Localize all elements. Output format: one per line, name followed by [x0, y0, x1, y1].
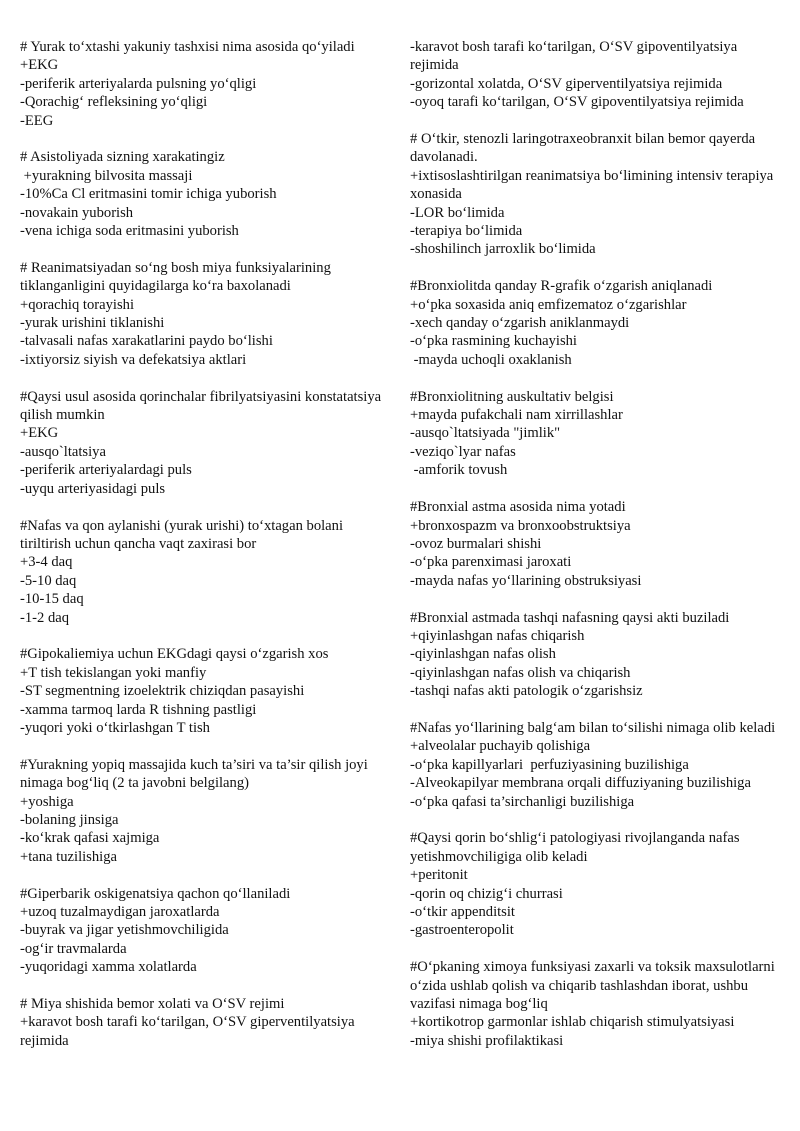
question-text: # Yurak to‘xtashi yakuniy tashxisi nima asosida qo‘yiladi	[20, 39, 355, 55]
question-block	[20, 517, 388, 627]
answer-option: -novakain yuborish	[20, 204, 134, 221]
question-block	[410, 38, 782, 112]
answer-option: -uyqu arteriyasidagi puls	[20, 480, 166, 497]
answer-option: -mayda uchoqli oxaklanish	[410, 351, 572, 368]
correct-answer-option: +EKG	[20, 425, 59, 442]
question-block	[20, 756, 388, 866]
question-text: #Qaysi usul asosida qorinchalar fibrilyatsiyasini konstatatsiya qilish mumkin	[20, 388, 382, 424]
correct-answer-option: +EKG	[20, 57, 59, 74]
answer-option: -talvasali nafas xarakatlarini paydo bo‘lishi	[20, 333, 273, 350]
question-text: #Bronxial astmada tashqi nafasning qaysi akti buziladi	[410, 609, 730, 626]
answer-option: -10-15 daq	[20, 591, 84, 608]
question-text: #Yurakning yopiq massajida kuch ta’siri va ta’sir qilish joyi nimaga bog‘liq (2 ta javobni belgilang)	[20, 756, 368, 792]
question-text: #Gipokaliemiya uchun EKGdagi qaysi o‘zgarish xos	[20, 646, 329, 663]
question-text: #Bronxiolitning auskultativ belgisi	[410, 388, 614, 405]
correct-answer-option: +tana tuzilishiga	[20, 848, 117, 865]
answer-option: -periferik arteriyalarda pulsning yo‘qligi	[20, 75, 257, 92]
question-text: #Nafas va qon aylanishi (yurak urishi) to‘xtagan bolani tiriltirish uchun qancha vaqt zaxirasi bor	[20, 517, 344, 552]
answer-option: -periferik arteriyalardagi puls	[20, 462, 192, 479]
answer-option: -shoshilinch jarroxlik bo‘limida	[410, 241, 596, 258]
answer-option: -qiyinlashgan nafas olish	[410, 646, 556, 663]
answer-option: -ST segmentning izoelektrik chiziqdan pasayishi	[20, 683, 305, 700]
answer-option: -mayda nafas yo‘llarining obstruksiyasi	[410, 572, 642, 589]
answer-option: -Alveokapilyar membrana orqali diffuziyaning buzilishiga	[410, 775, 751, 792]
correct-answer-option: +alveolalar puchayib qolishiga	[410, 738, 591, 755]
answer-option: -gorizontal xolatda, O‘SV giperventilyatsiya rejimida	[410, 75, 723, 92]
answer-option: -xamma tarmoq larda R tishning pastligi	[20, 701, 257, 718]
question-block	[20, 388, 388, 498]
answer-option: -veziqo`lyar nafas	[410, 443, 516, 460]
question-text: # O‘tkir, stenozli laringotraxeobranxit bilan bemor qayerda davolanadi.	[410, 131, 756, 166]
answer-option: -ixtiyorsiz siyish va defekatsiya aktlari	[20, 351, 247, 368]
answer-option: -ausqo`ltatsiya	[20, 443, 106, 460]
correct-answer-option: +bronxospazm va bronxoobstruktsiya	[410, 517, 631, 534]
answer-option: -yurak urishini tiklanishi	[20, 315, 165, 332]
correct-answer-option: +karavot bosh tarafi ko‘tarilgan, O‘SV giperventilyatsiya rejimida	[20, 1014, 359, 1049]
left-column	[20, 38, 388, 1069]
correct-answer-option: +3-4 daq	[20, 554, 73, 571]
answer-option: -ovoz burmalari shishi	[410, 535, 542, 552]
answer-option: -Qorachig‘ refleksining yo‘qligi	[20, 94, 208, 111]
correct-answer-option: +qorachiq torayishi	[20, 296, 135, 313]
question-block	[20, 645, 388, 737]
correct-answer-option: +yurakning bilvosita massaji	[20, 167, 193, 184]
question-text: # Miya shishida bemor xolati va O‘SV rejimi	[20, 996, 285, 1012]
answer-option: -qorin oq chizig‘i churrasi	[410, 885, 563, 902]
answer-option: -ausqo`ltatsiyada "jimlik"	[410, 425, 561, 442]
answer-option: -gastroenteropolit	[410, 922, 514, 939]
answer-option: -xech qanday o‘zgarish aniklanmaydi	[410, 315, 630, 332]
question-text: #Qaysi qorin bo‘shlig‘i patologiyasi rivojlanganda nafas yetishmovchiligiga olib keladi	[410, 830, 740, 865]
correct-answer-option: +peritonit	[410, 867, 468, 884]
answer-option: -vena ichiga soda eritmasini yuborish	[20, 223, 239, 240]
question-text: #Bronxiolitda qanday R-grafik o‘zgarish aniqlanadi	[410, 278, 713, 295]
question-text: #Giperbarik oskigenatsiya qachon qo‘llaniladi	[20, 885, 291, 902]
answer-option: -yuqori yoki o‘tkirlashgan T tish	[20, 719, 210, 736]
correct-answer-option: +kortikotrop garmonlar ishlab chiqarish stimulyatsiyasi	[410, 1014, 735, 1031]
question-text: # Asistoliyada sizning xarakatingiz	[20, 149, 225, 166]
question-block	[20, 259, 388, 369]
answer-option: -terapiya bo‘limida	[410, 223, 523, 240]
answer-option: -o‘pka kapillyarlari perfuziyasining buzilishiga	[410, 756, 689, 773]
answer-option: -o‘pka parenximasi jaroxati	[410, 554, 572, 571]
answer-option: -yuqoridagi xamma xolatlarda	[20, 959, 197, 976]
answer-option: -ko‘krak qafasi xajmiga	[20, 830, 160, 847]
answer-option: -oyoq tarafi ko‘tarilgan, O‘SV gipoventilyatsiya rejimida	[410, 94, 744, 111]
answer-option: -10%Ca Cl eritmasini tomir ichiga yuborish	[20, 186, 277, 203]
right-column	[410, 38, 782, 1069]
question-block	[20, 148, 388, 240]
question-block	[20, 38, 388, 130]
answer-option: -amforik tovush	[410, 462, 508, 479]
question-block	[410, 498, 782, 590]
answer-option: -1-2 daq	[20, 609, 70, 626]
answer-option: -LOR bo‘limida	[410, 204, 505, 221]
question-text: #Bronxial astma asosida nima yotadi	[410, 499, 626, 516]
correct-answer-option: +uzoq tuzalmaydigan jaroxatlarda	[20, 903, 220, 920]
correct-answer-option: +yoshiga	[20, 793, 74, 810]
question-block	[410, 958, 782, 1050]
question-block	[410, 609, 782, 701]
answer-option: -og‘ir travmalarda	[20, 940, 127, 957]
answer-option: -o‘pka qafasi ta’sirchanligi buzilishiga	[410, 793, 635, 810]
question-block	[410, 829, 782, 939]
answer-option: -bolaning jinsiga	[20, 811, 119, 828]
answer-option: -karavot bosh tarafi ko‘tarilgan, O‘SV gipoventilyatsiya rejimida	[410, 39, 741, 74]
correct-answer-option: +ixtisoslashtirilgan reanimatsiya bo‘limining intensiv terapiya xonasida	[410, 167, 777, 203]
question-text: #Nafas yo‘llarining balg‘am bilan to‘silishi nimaga olib keladi	[410, 719, 776, 736]
answer-option: -buyrak va jigar yetishmovchiligida	[20, 922, 229, 939]
correct-answer-option: +o‘pka soxasida aniq emfizematoz o‘zgarishlar	[410, 296, 687, 313]
answer-option: -tashqi nafas akti patologik o‘zgarishsiz	[410, 683, 643, 700]
answer-option: -qiyinlashgan nafas olish va chiqarish	[410, 664, 631, 681]
answer-option: -o‘pka rasmining kuchayishi	[410, 333, 577, 350]
answer-option: -miya shishi profilaktikasi	[410, 1032, 564, 1049]
question-block	[410, 130, 782, 259]
question-block	[410, 388, 782, 480]
question-block	[20, 885, 388, 977]
question-block	[410, 719, 782, 811]
question-block	[20, 995, 388, 1050]
question-block	[410, 277, 782, 369]
answer-option: -EEG	[20, 112, 54, 129]
correct-answer-option: +T tish tekislangan yoki manfiy	[20, 664, 207, 681]
correct-answer-option: +mayda pufakchali nam xirrillashlar	[410, 407, 623, 424]
question-text: # Reanimatsiyadan so‘ng bosh miya funksiyalarining tiklanganligini quyidagilarga ko‘ra baxolanadi	[20, 259, 331, 295]
answer-option: -5-10 daq	[20, 572, 77, 589]
question-text: #O‘pkaning ximoya funksiyasi zaxarli va toksik maxsulotlarni o‘zida ushlab qolish va chiqarib tashlashdan iborat, ushbu vazifasi nimaga bog‘liq	[410, 959, 775, 1012]
correct-answer-option: +qiyinlashgan nafas chiqarish	[410, 627, 585, 644]
answer-option: -o‘tkir appenditsit	[410, 903, 515, 920]
